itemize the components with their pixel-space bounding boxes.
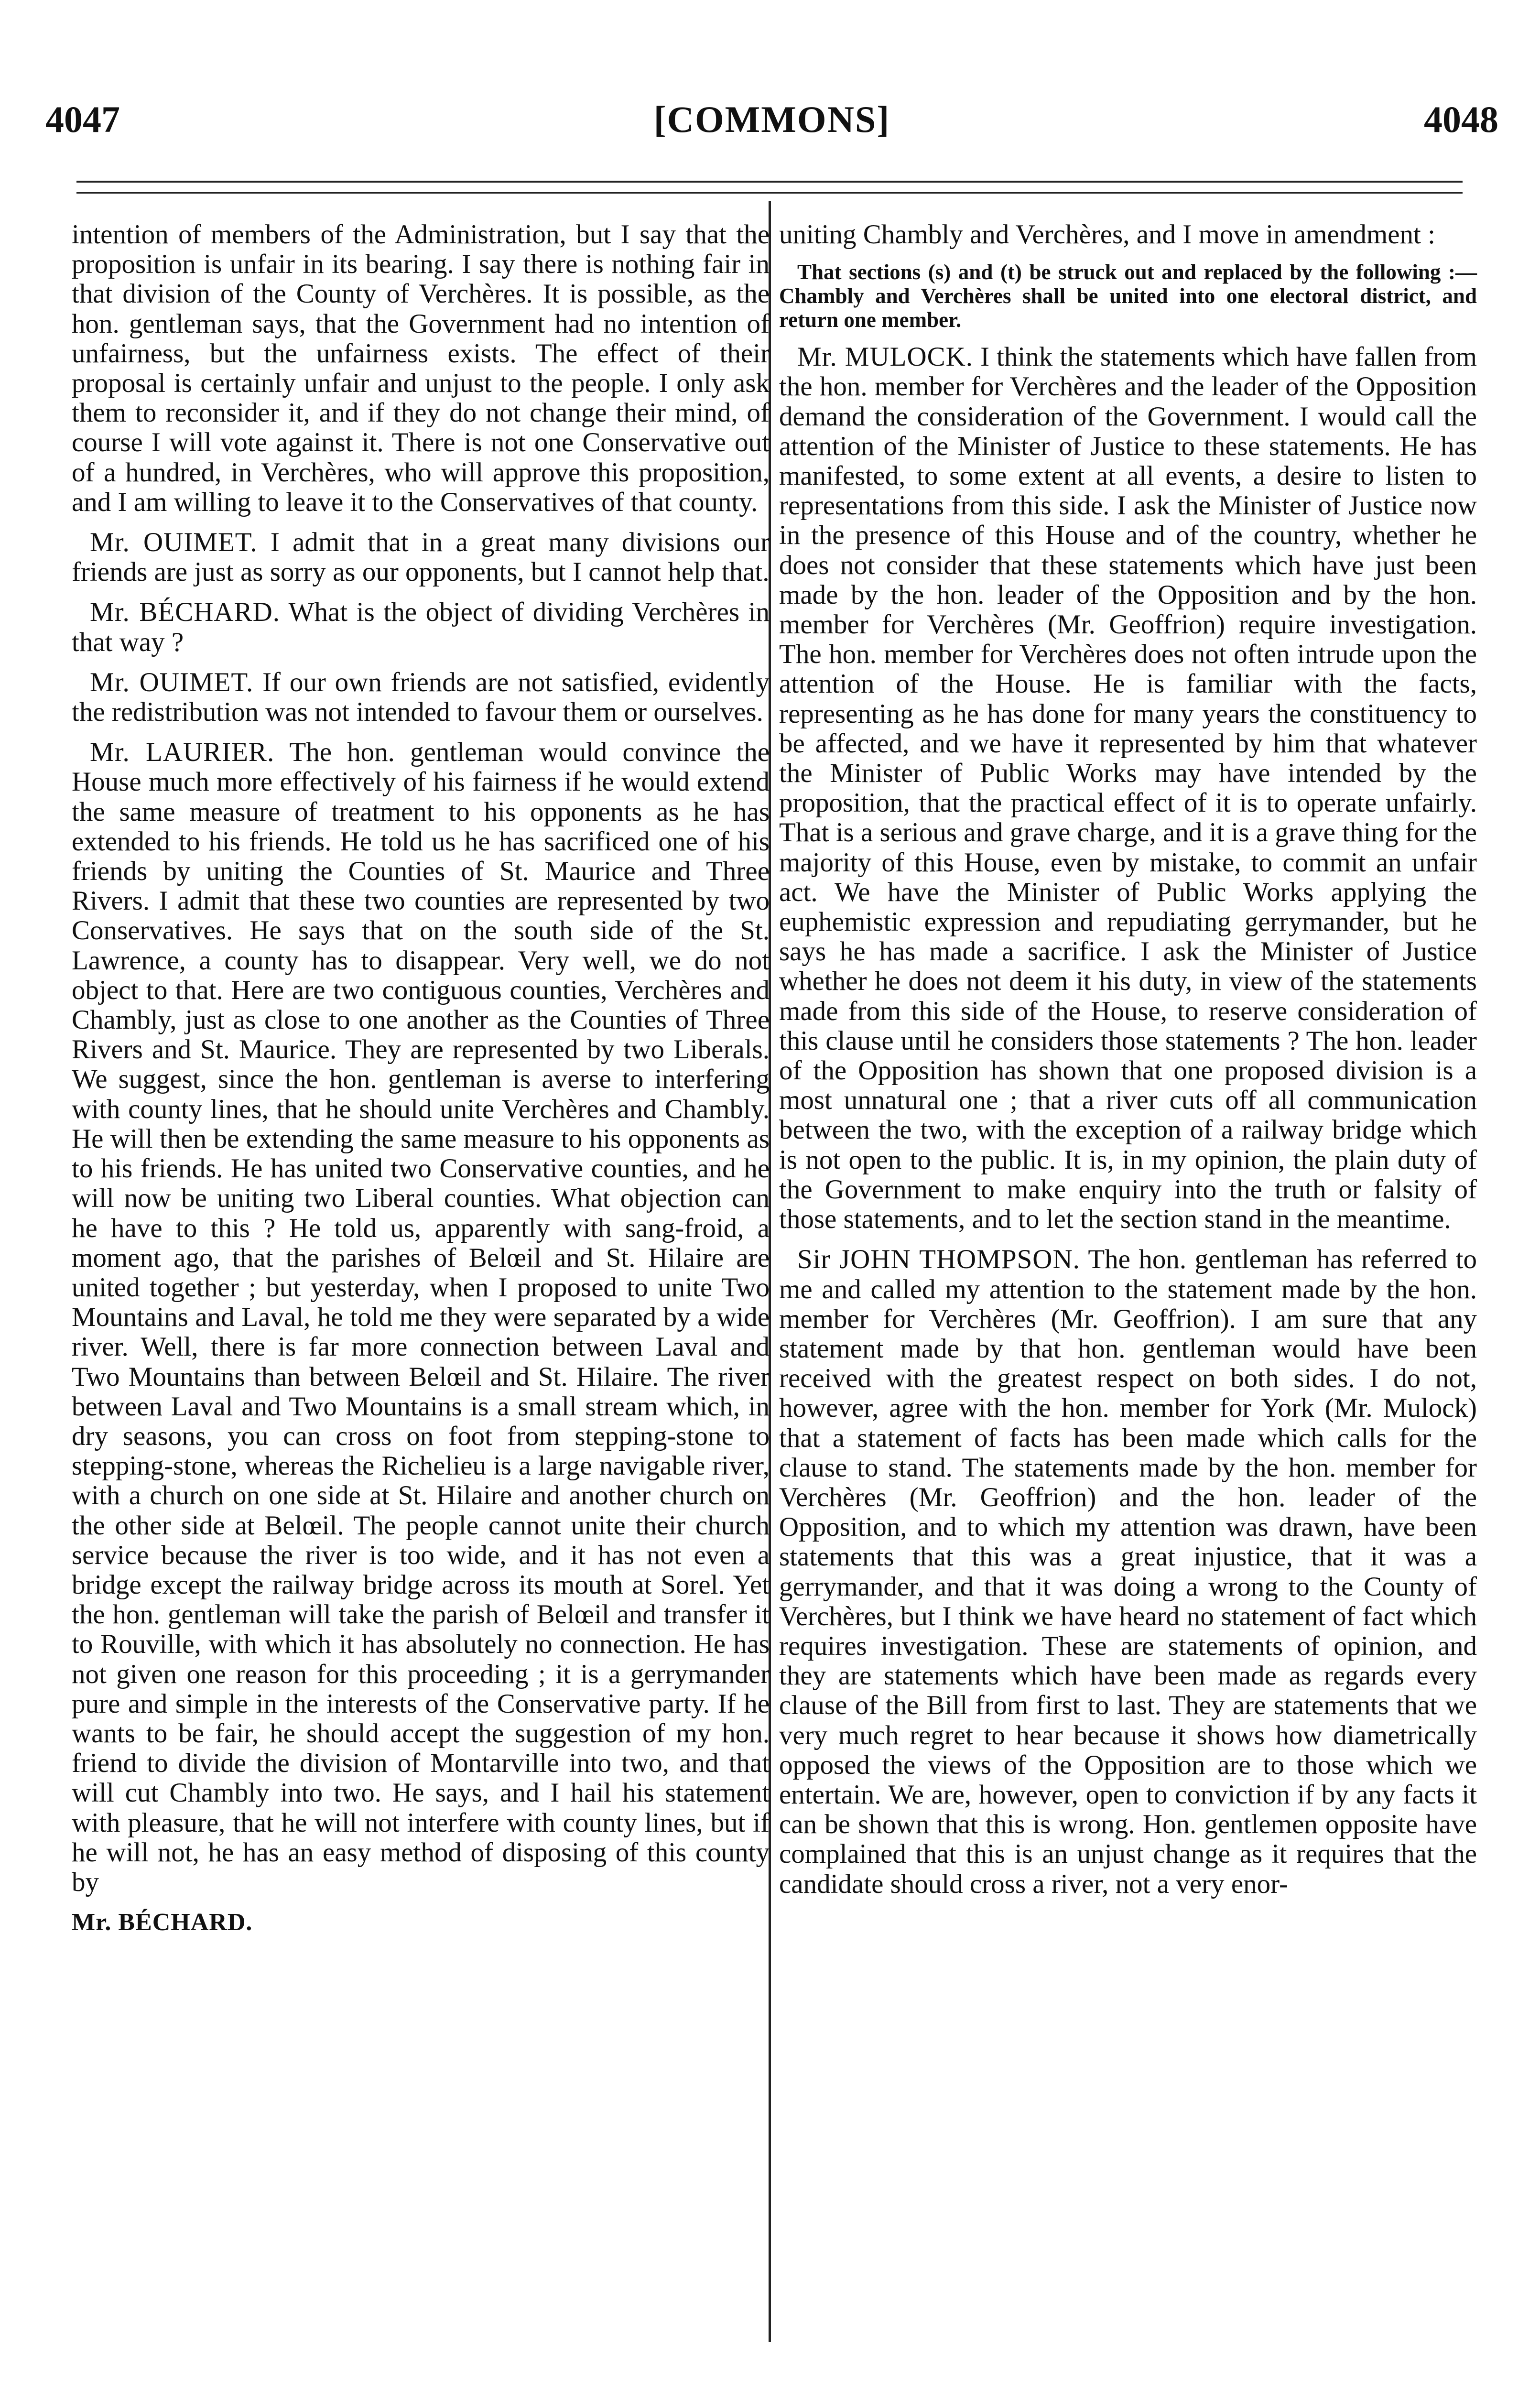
paragraph-text: uniting Chambly and Verchères, and I move in amendment : (779, 219, 1435, 250)
paragraph-text: What is the object of dividing Verchères in that way ? (72, 597, 770, 657)
speaker-name: Mr. OUIMET. (90, 527, 258, 558)
paragraph (72, 738, 770, 1897)
paragraph (779, 1245, 1477, 1899)
header-rule-top (76, 181, 1463, 183)
speaker-name: Mr. BÉCHARD. (90, 597, 281, 628)
paragraph (72, 220, 770, 517)
paragraph (72, 528, 770, 587)
right-column (779, 220, 1477, 1910)
paragraph (72, 668, 770, 727)
page-header (45, 98, 1498, 151)
paragraph (72, 598, 770, 657)
paragraph-text: intention of members of the Administration, but I say that the proposition is unfair in its bearing. I say there is nothing fair in that division of the County of Verchères. It is possible, as the hon. gentleman says, that the Government had no intention of unfairness, but the unfairness exists. The effect of their proposal is certainly unfair and unjust to the people. I only ask them to reconsider it, and if they do not change their mind, of course I will vote against it. There is not one Conservative out of a hundred, in Verchères, who will approve this proposition, and I am willing to leave it to the Conservatives of that county. (72, 219, 770, 517)
motion-text: That sections (s) and (t) be struck out and replaced by the following :—Chambly and Verchères shall be united into one electoral district, and return one member. (779, 260, 1477, 332)
speaker-name: Mr. MULOCK. (797, 342, 974, 372)
speaker-name: Sir JOHN THOMPSON. (797, 1244, 1080, 1275)
page-number-left: 4047 (45, 98, 120, 140)
header-rule-bottom (76, 192, 1463, 194)
paragraph (779, 220, 1477, 250)
paragraph-text: The hon. gentleman has referred to me and called my attention to the statement made by the hon. member for Verchères (Mr. Geoffrion). I am sure that any statement made by that hon. gentleman would have been received with the greatest respect on both sides. I do not, however, agree with the hon. member for York (Mr. Mulock) that a statement of facts has been made which calls for the clause to stand. The statements made by the hon. member for Verchères (Mr. Geoffrion) and the hon. leader of the Opposition, and to which my attention was drawn, have been statements that this was a great injustice, that it was a gerrymander, and that it was doing a wrong to the County of Verchères, but I think we have heard no statement of fact which requires investigation. These are statements of opinion, and they are statements which have been made as regards every clause of the Bill from first to last. They are statements that we very much regret to hear because it shows how diametrically opposed the views of the Opposition are to those which we entertain. We are, however, open to conviction if by any facts it can be shown that this is wrong. Hon. gentlemen opposite have complained that this is an unjust change as it requires that the candidate should cross a river, not a very enor- (779, 1244, 1477, 1899)
paragraph-text: If our own friends are not satisfied, evidently the redistribution was not intended to favour them or ourselves. (72, 667, 770, 728)
speaker-name: Mr. OUIMET. (90, 667, 254, 697)
paragraph-text: I admit that in a great many divisions our friends are just as sorry as our opponents, but I cannot help that. (72, 527, 770, 587)
speaker-name: Mr. LAURIER. (90, 737, 275, 768)
page-number-right: 4048 (1424, 98, 1498, 140)
left-column (72, 220, 770, 1948)
signoff: Mr. BÉCHARD. (72, 1909, 253, 1936)
paragraph-text: The hon. gentleman would convince the House much more effectively of his fairness if he would extend the same measure of treatment to his opponents as he has extended to his friends. He told us he has sacrificed one of his friends by uniting the Counties of St. Maurice and Three Rivers. I admit that these two counties are represented by two Conservatives. He says that on the south side of the St. Lawrence, a county has to disappear. Very well, we do not object to that. Here are two contiguous counties, Verchères and Chambly, just as close to one another as the Counties of Three Rivers and St. Maurice. They are represented by two Liberals. We suggest, since the hon. gentleman is averse to interfering with county lines, that he should unite Verchères and Chambly. He will then be extending the same measure to his opponents as to his friends. He has united two Conservative counties, and he will now be uniting two Liberal counties. What objection can he have to this ? He told us, apparently with sang-froid, a moment ago, that the parishes of Belœil and St. Hilaire are united together ; but yesterday, when I proposed to unite Two Mountains and Laval, he told me they were separated by a wide river. Well, there is far more connection between Laval and Two Mountains than between Belœil and St. Hilaire. The river between Laval and Two Mountains is a small stream which, in dry seasons, you can cross on foot from stepping-stone to stepping-stone, whereas the Richelieu is a large navigable river, with a church on one side at St. Hilaire and another church on the other side at Belœil. The people cannot unite their church service because the river is too wide, and it has not even a bridge except the railway bridge across its mouth at Sorel. Yet the hon. gentleman will take the parish of Belœil and transfer it to Rouville, with which it has absolutely no connection. He has not given one reason for this proceeding ; it is a gerrymander pure and simple in the interests of the Conservative party. If he wants to be fair, he should accept the suggestion of my hon. friend to divide the division of Montarville into two, and that will cut Chambly into two. He says, and I hail his statement with pleasure, that he will not interfere with county lines, but if he will not, he has an easy method of disposing of this county by (72, 737, 770, 1897)
running-title: [COMMONS] (653, 98, 890, 140)
paragraph-text: I think the statements which have fallen from the hon. member for Verchères and the leader of the Opposition demand the consideration of the Government. I would call the attention of the Minister of Justice to these statements. He has manifested, to some extent at all events, a desire to listen to representations from this side. I ask the Minister of Justice now in the presence of this House and of the country, whether he does not consider that these statements which have just been made by the hon. leader of the Opposition and by the hon. member for Verchères (Mr. Geoffrion) require investigation. The hon. member for Verchères does not often intrude upon the attention of the House. He is familiar with the facts, representing as he has done for many years the constituency to be affected, and we have it represented by him that whatever the Minister of Public Works may have intended by the proposition, that the practical effect of it is to operate unfairly. That is a serious and grave charge, and it is a grave thing for the majority of this House, even by mistake, to commit an unfair act. We have the Minister of Public Works applying the euphemistic expression and repudiating gerrymander, but he says he has made a sacrifice. I ask the Minister of Justice whether he does not deem it his duty, in view of the statements made from this side of the House, to reserve consideration of this clause until he considers those statements ? The hon. leader of the Opposition has shown that one proposed division is a most unnatural one ; that a river cuts off all communication between the two, with the exception of a railway bridge which is not open to the public. It is, in my opinion, the plain duty of the Government to make enquiry into the truth or falsity of those statements, and to let the section stand in the meantime. (779, 342, 1477, 1235)
paragraph (779, 342, 1477, 1234)
